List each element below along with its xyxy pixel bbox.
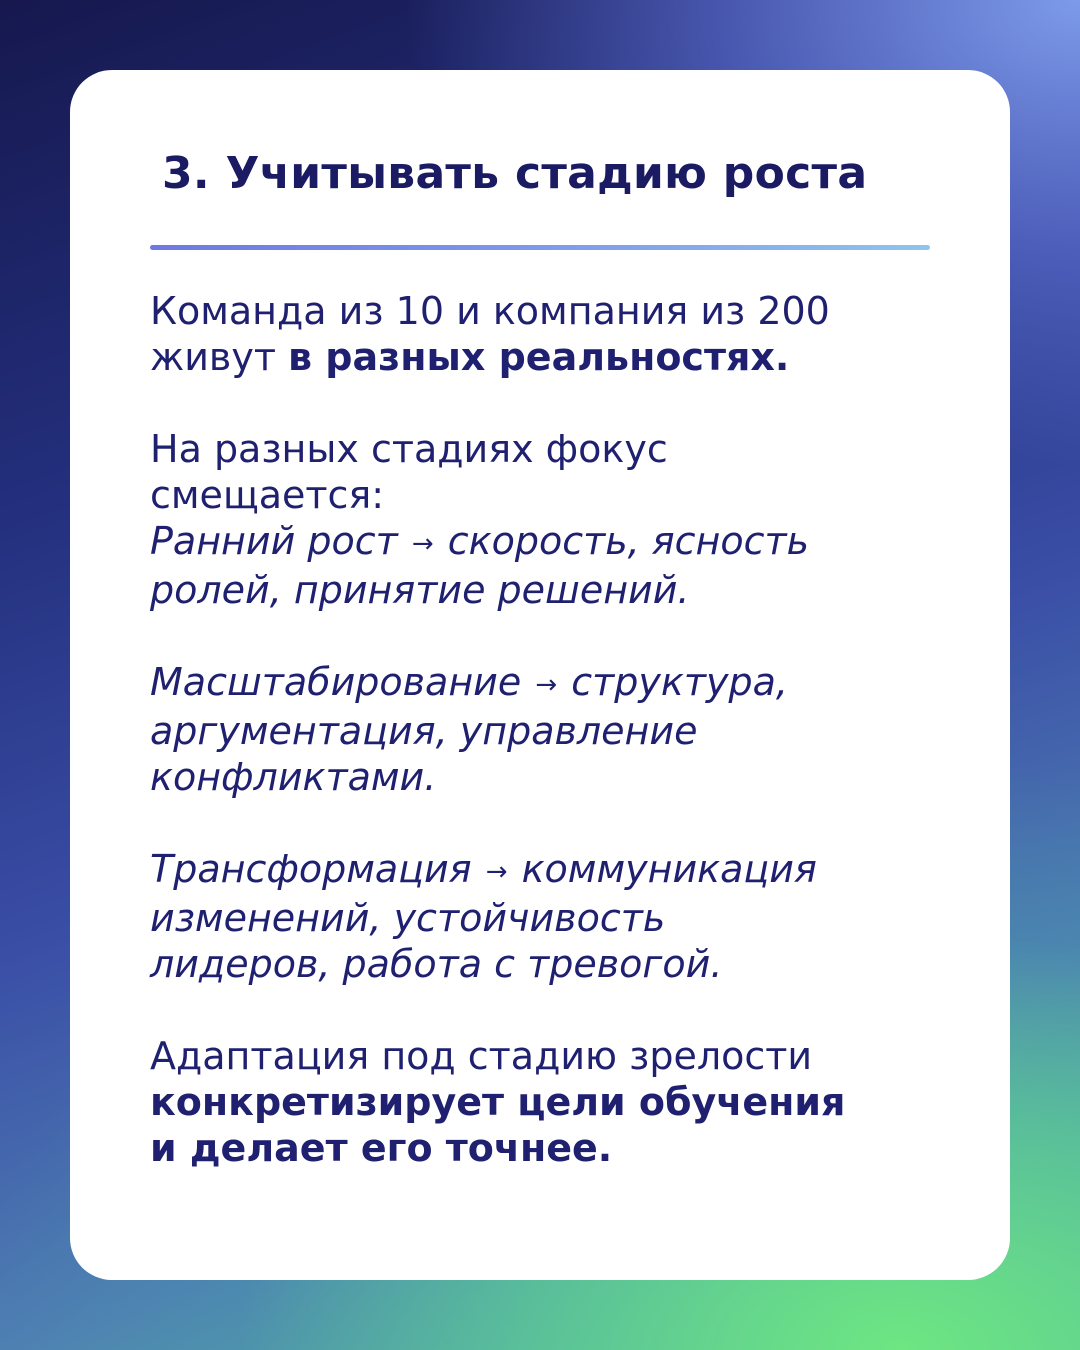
arrow-right-icon: →	[411, 529, 434, 559]
conclusion-line-3-bold: и делает его точнее.	[150, 1126, 613, 1170]
stages-paragraph	[150, 426, 940, 613]
stage-scaling	[150, 659, 940, 800]
conclusion-line-1: Адаптация под стадию зрелости	[150, 1034, 813, 1078]
stage-focus-line-1: коммуникация	[521, 847, 817, 891]
stage-transformation	[150, 846, 940, 987]
stage-focus-line-1: скорость, ясность	[447, 519, 810, 563]
stage-focus-line-3: лидеров, работа с тревогой.	[150, 942, 723, 986]
conclusion-line-2-bold: конкретизирует цели обучения	[150, 1080, 846, 1124]
stage-early-growth	[150, 519, 809, 612]
stage-name: Масштабирование	[150, 660, 522, 704]
title-divider	[150, 245, 930, 250]
conclusion-paragraph	[150, 1033, 940, 1171]
intro-line-1: Команда из 10 и компания из 200	[150, 289, 830, 333]
intro-line-2-bold: в разных реальностях.	[288, 335, 790, 379]
stage-focus-line-3: конфликтами.	[150, 755, 437, 799]
stages-intro-line-1: На разных стадиях фокус	[150, 427, 668, 471]
stage-focus-line-2: ролей, принятие решений.	[150, 568, 690, 612]
stage-focus-line-2: изменений, устойчивость	[150, 896, 666, 940]
stage-focus-line-2: аргументация, управление	[150, 709, 698, 753]
arrow-right-icon: →	[485, 857, 508, 887]
stage-name: Ранний рост	[150, 519, 398, 563]
card-body	[150, 288, 940, 1171]
stage-focus-line-1: структура,	[571, 660, 788, 704]
stage-name: Трансформация	[150, 847, 472, 891]
content-card	[70, 70, 1010, 1280]
arrow-right-icon: →	[535, 670, 558, 700]
intro-paragraph	[150, 288, 940, 380]
intro-line-2-plain: живут	[150, 335, 289, 379]
page-title: 3. Учитывать стадию роста	[162, 148, 868, 199]
stages-intro-line-2: смещается:	[150, 473, 385, 517]
